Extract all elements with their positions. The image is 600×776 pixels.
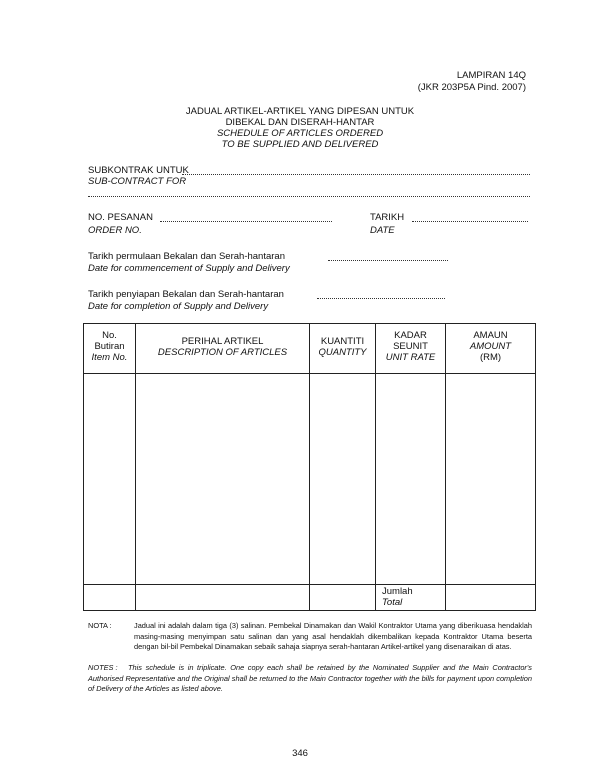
page-number: 346 (292, 748, 308, 759)
header-description (136, 324, 310, 374)
total-empty-cell-2 (136, 585, 310, 611)
header-unit-rate (376, 324, 446, 374)
date-label: TARIKH (370, 212, 405, 223)
total-empty-cell-3 (310, 585, 376, 611)
order-no-label: NO. PESANAN (88, 212, 153, 223)
note-text-en: This schedule is in triplicate. One copy each shall be retained by the Nominated Supplier and the Main Contractor's Authorised Representative and the Original shall be returned to the Main Contractor together with the bills for payment upon completion of Delivery of the Articles as listed above. (88, 663, 532, 693)
header-item-no-line3: Item No. (91, 352, 128, 363)
date-label-en: DATE (370, 225, 395, 236)
header-unit-rate-line3: UNIT RATE (385, 352, 436, 363)
note-text-ms: Jadual ini adalah dalam tiga (3) salinan. Pembekal Dinamakan dan Wakil Kontraktor Utama yang diberikuasa hendaklah masing-masing menyimpan satu salinan dan yang asal hendaklah dikembalikan kepada Kontraktor Utama beserta dengan bil-bil Pembekal Dinamakan sebaik sahaja siapnya serah-hantaran Artikel-artikel yang disenaraikan di atas. (134, 621, 532, 651)
title-ms-line2: DIBEKAL DAN DISERAH-HANTAR (225, 117, 375, 128)
header-amount-line3: (RM) (479, 352, 502, 363)
completion-date-line[interactable] (317, 298, 445, 299)
header-description-ms: PERIHAL ARTIKEL (181, 336, 264, 347)
completion-date-label-en: Date for completion of Supply and Delivery (88, 301, 269, 312)
title-en-line2: TO BE SUPPLIED AND DELIVERED (221, 139, 379, 150)
total-label-en: Total (382, 597, 403, 608)
schedule-table (83, 323, 536, 611)
table-body-row (84, 374, 536, 585)
table-total-row (84, 585, 536, 611)
unit-rate-cell[interactable] (376, 374, 446, 585)
title-en-line1: SCHEDULE OF ARTICLES ORDERED (216, 128, 384, 139)
total-label-cell (376, 585, 446, 611)
item-no-cell[interactable] (84, 374, 136, 585)
subcontract-label: SUBKONTRAK UNTUK (88, 165, 189, 176)
note-label-en: NOTES : (88, 663, 118, 672)
total-amount-cell[interactable] (446, 585, 536, 611)
header-amount (446, 324, 536, 374)
header-unit-rate-line1: KADAR (394, 330, 427, 341)
subcontract-line[interactable] (182, 174, 530, 175)
quantity-cell[interactable] (310, 374, 376, 585)
start-date-line[interactable] (328, 260, 448, 261)
start-date-label: Tarikh permulaan Bekalan dan Serah-hantaran (88, 251, 285, 262)
header-description-en: DESCRIPTION OF ARTICLES (157, 347, 288, 358)
appendix-label: LAMPIRAN 14Q (456, 70, 526, 81)
table-header-row (84, 324, 536, 374)
subcontract-line-2[interactable] (88, 196, 530, 197)
header-quantity-ms: KUANTITI (320, 336, 365, 347)
header-quantity (310, 324, 376, 374)
subcontract-label-en: SUB-CONTRACT FOR (88, 176, 187, 187)
total-label-ms: Jumlah (382, 586, 413, 597)
form-code: (JKR 203P5A Pind. 2007) (417, 82, 526, 93)
header-item-no-line1: No. (102, 330, 117, 341)
header-amount-line2: AMOUNT (469, 341, 512, 352)
order-no-line[interactable] (160, 221, 332, 222)
total-empty-cell-1 (84, 585, 136, 611)
amount-cell[interactable] (446, 374, 536, 585)
note-label-ms: NOTA : (88, 621, 112, 630)
order-no-label-en: ORDER NO. (88, 225, 142, 236)
header-unit-rate-line2: SEUNIT (393, 341, 428, 352)
header-amount-line1: AMAUN (473, 330, 508, 341)
header-item-no (84, 324, 136, 374)
description-cell[interactable] (136, 374, 310, 585)
completion-date-label: Tarikh penyiapan Bekalan dan Serah-hantaran (88, 289, 284, 300)
start-date-label-en: Date for commencement of Supply and Delivery (88, 263, 290, 274)
title-ms-line1: JADUAL ARTIKEL-ARTIKEL YANG DIPESAN UNTUK (185, 106, 415, 117)
header-item-no-line2: Butiran (94, 341, 125, 352)
date-line[interactable] (412, 221, 528, 222)
header-quantity-en: QUANTITY (318, 347, 367, 358)
